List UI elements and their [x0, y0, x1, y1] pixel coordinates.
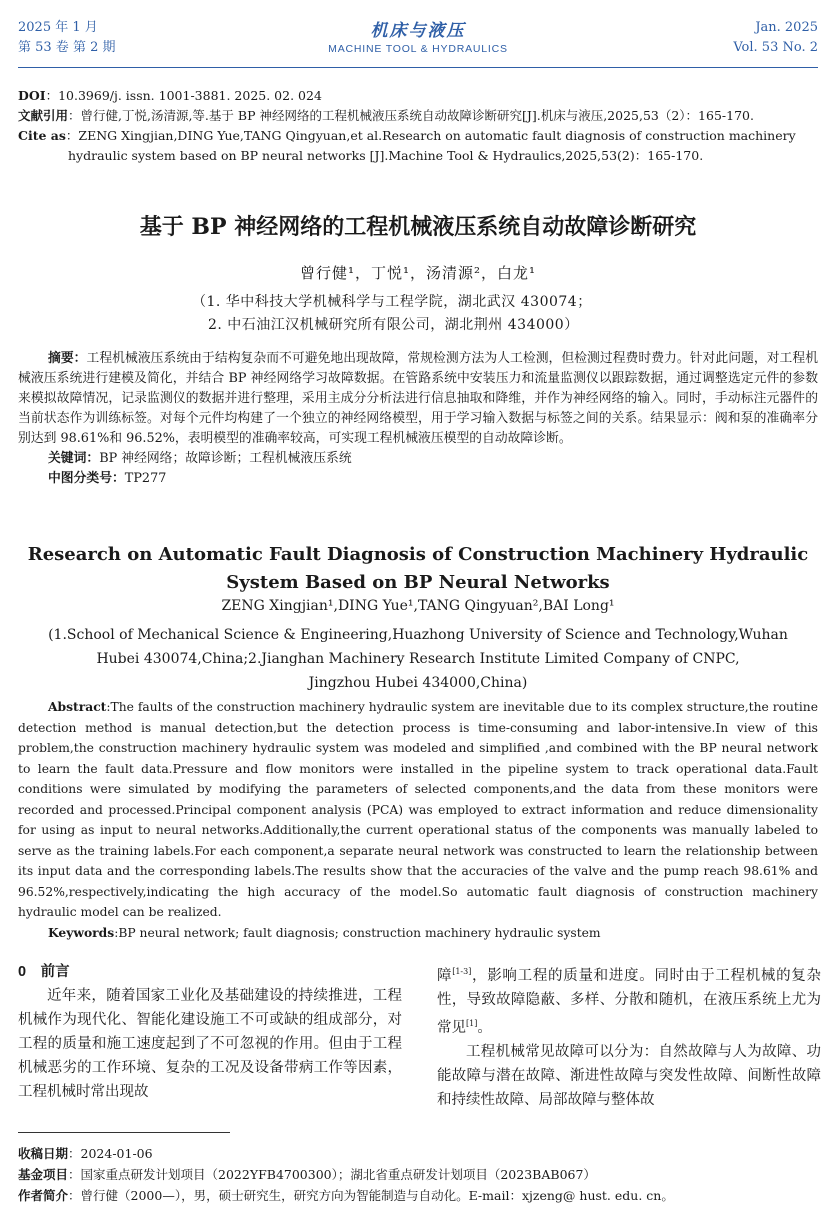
cite-cn-line [18, 106, 818, 126]
body-paragraph-right-1 [437, 960, 821, 1040]
body-column-left [18, 960, 402, 1104]
abstract-en [18, 697, 818, 943]
fund-line [18, 1164, 818, 1185]
abstract-en-paragraph [18, 697, 818, 923]
author-bio-line [18, 1185, 818, 1206]
authors-en: ZENG Xingjian¹,DING Yue¹,TANG Qingyuan²,BAI Long¹ [221, 598, 615, 614]
paper-title-en [0, 541, 836, 597]
header-volume-cn: 第 53 卷 第 2 期 [18, 40, 116, 55]
affiliation-en-line-2: Hubei 430074,China;2.Jianghan Machinery Research Institute Limited Company of CNPC, [96, 651, 740, 667]
fund-text: ：国家重点研发计划项目（2022YFB4700300）；湖北省重点研发计划项目（2023BAB067） [68, 1167, 596, 1182]
affiliation-cn-2: 2. 中石油江汉机械研究所有限公司，湖北荆州 434000） [208, 317, 579, 333]
title-en-line-1: Research on Automatic Fault Diagnosis of Construction Machinery Hydraulic [27, 544, 809, 565]
abstract-cn-label: 摘要： [48, 351, 87, 366]
author-bio-label: 作者简介 [18, 1188, 69, 1203]
cite-cn-label: 文献引用 [18, 108, 69, 123]
keywords-en-line [18, 923, 818, 944]
header-rule [18, 67, 818, 68]
body-text: 。 [477, 1019, 492, 1036]
journal-header [18, 14, 818, 66]
affiliation-en-line-1: (1.School of Mechanical Science & Engineering,Huazhong University of Science and Technology,Wuhan [48, 627, 788, 643]
keywords-cn-label: 关键词： [48, 451, 100, 466]
abstract-cn-text: 工程机械液压系统由于结构复杂而不可避免地出现故障，常规检测方法为人工检测，但检测过程费时费力。针对此问题，对工程机械液压系统进行建模及简化，并结合 BP 神经网络学习故障数据。在管路系统中安装压力和流量监测仪以跟踪数据，通过调整选定元件的参数来模拟故障情况，记录监测仪的数据并进行整理，采用主成分分析法进行信息抽取和降维，并作为神经网络的输入。同时，手动标注元器件的当前状态作为训练标签。对每个元件均构建了一个独立的神经网络模型，用于学习输入数据与标签之间的关系。结果显示：阀和泵的准确率分别达到 98.61%和 96.52%，表明模型的准确率较高，可实现工程机械液压模型的自动故障诊断。 [18, 351, 819, 446]
fund-label: 基金项目 [18, 1167, 69, 1182]
body-text: ，影响工程的质量和进度。同时由于工程机械的复杂性，导致故障隐蔽、多样、分散和随机，在液压系统上尤为常见 [437, 967, 821, 1036]
affiliation-cn-1: （1. 华中科技大学机械科学与工程学院，湖北武汉 430074； [192, 294, 592, 310]
journal-name-en: MACHINE TOOL & HYDRAULICS [328, 43, 508, 55]
received-date: ：2024-01-06 [68, 1146, 153, 1161]
body-text: 障 [437, 967, 453, 984]
body-paragraph-right-2: 工程机械常见故障可以分为：自然故障与人为故障、功能故障与潜在故障、渐进性故障与突发性故障、间断性故障和持续性故障、局部故障与整体故 [437, 1043, 821, 1108]
clc-label: 中图分类号： [48, 471, 125, 486]
header-date-cn: 2025 年 1 月 [18, 20, 98, 35]
footnote-rule [18, 1132, 230, 1133]
author-bio-text: ：曾行健（2000—），男，硕士研究生，研究方向为智能制造与自动化。E-mail：xjzeng@ hust. edu. cn。 [68, 1188, 674, 1203]
doi-line [18, 86, 818, 106]
cite-en-line [18, 126, 818, 166]
affiliations-cn [192, 291, 592, 337]
abstract-cn [18, 349, 818, 489]
received-line [18, 1143, 818, 1164]
doi-label: DOI [18, 88, 46, 103]
received-label: 收稿日期 [18, 1146, 69, 1161]
citation-ref: [1] [466, 1018, 478, 1028]
cite-en-text: ：ZENG Xingjian,DING Yue,TANG Qingyuan,et al.Research on automatic fault diagnosis of construction machinery hydraulic system based on BP neural networks [J].Machine Tool & Hydraulics,2025,53(2)：165-170. [65, 128, 796, 163]
header-volume-en: Vol. 53 No. 2 [733, 40, 818, 55]
cite-cn-text: ：曾行健,丁悦,汤清源,等.基于 BP 神经网络的工程机械液压系统自动故障诊断研究[J].机床与液压,2025,53（2）：165-170. [68, 108, 754, 123]
affiliation-en-line-3: Jingzhou Hubei 434000,China) [308, 675, 528, 691]
authors-cn: 曾行健¹，丁悦¹，汤清源²，白龙¹ [299, 264, 537, 282]
doi-value: ：10.3969/j. issn. 1001-3881. 2025. 02. 024 [45, 88, 322, 103]
section-heading: 0 前言 [18, 964, 70, 980]
abstract-en-label: Abstract [48, 699, 107, 714]
header-date-en: Jan. 2025 [755, 20, 818, 35]
abstract-en-text: :The faults of the construction machinery hydraulic system are inevitable due to its complex structure,the routine detection method is manual detection,but the detection process is time-consuming and labor-intensive.In view of this problem,the construction machinery hydraulic system was modeled and simplified ,and combined with the BP neural network to learn the fault data.Pressure and flow monitors were installed in the pipeline system to track operational data.Fault conditions were simulated by modifying the parameters of selected components,and the data from these monitors were recorded and processed.Principal component analysis (PCA) was employed to extract information and reduce dimensionality for using as input to neural networks.Additionally,the current operational status of the components was manually labeled to serve as the training labels.For each component,a separate neural network was constructed to learn the relationship between its input data and the corresponding labels.The results show that the accuracies of the valve and the pump reach 98.61% and 96.52%,respectively,indicating the high accuracy of the model.So automatic fault diagnosis of construction machinery hydraulic model can be realized. [18, 700, 818, 919]
keywords-cn: BP 神经网络；故障诊断；工程机械液压系统 [99, 451, 352, 466]
clc-line [18, 469, 818, 489]
journal-name-cn: 机床与液压 [370, 21, 466, 41]
clc-value: TP277 [124, 471, 167, 486]
citation-block [18, 86, 818, 166]
abstract-cn-paragraph [18, 349, 818, 449]
keywords-cn-line [18, 449, 818, 469]
body-column-right [437, 960, 821, 1112]
paper-title-cn: 基于 BP 神经网络的工程机械液压系统自动故障诊断研究 [139, 214, 697, 240]
keywords-en-label: Keywords [48, 924, 115, 940]
citation-ref: [1-3] [452, 967, 472, 976]
journal-logo [18, 16, 818, 55]
header-right [733, 18, 818, 58]
footnotes [18, 1143, 818, 1206]
body-paragraph-left: 近年来，随着国家工业化及基础建设的持续推进，工程机械作为现代化、智能化建设施工不可或缺的组成部分，对工程的质量和施工速度起到了不可忽视的作用。但由于工程机械恶劣的工作环境、复杂的工况及设备带病工作等因素，工程机械时常出现故 [18, 988, 402, 1100]
keywords-en: :BP neural network; fault diagnosis; construction machinery hydraulic system [114, 925, 601, 940]
cite-en-label: Cite as [18, 128, 66, 143]
title-en-line-2: System Based on BP Neural Networks [226, 572, 610, 593]
affiliations-en [40, 623, 796, 695]
